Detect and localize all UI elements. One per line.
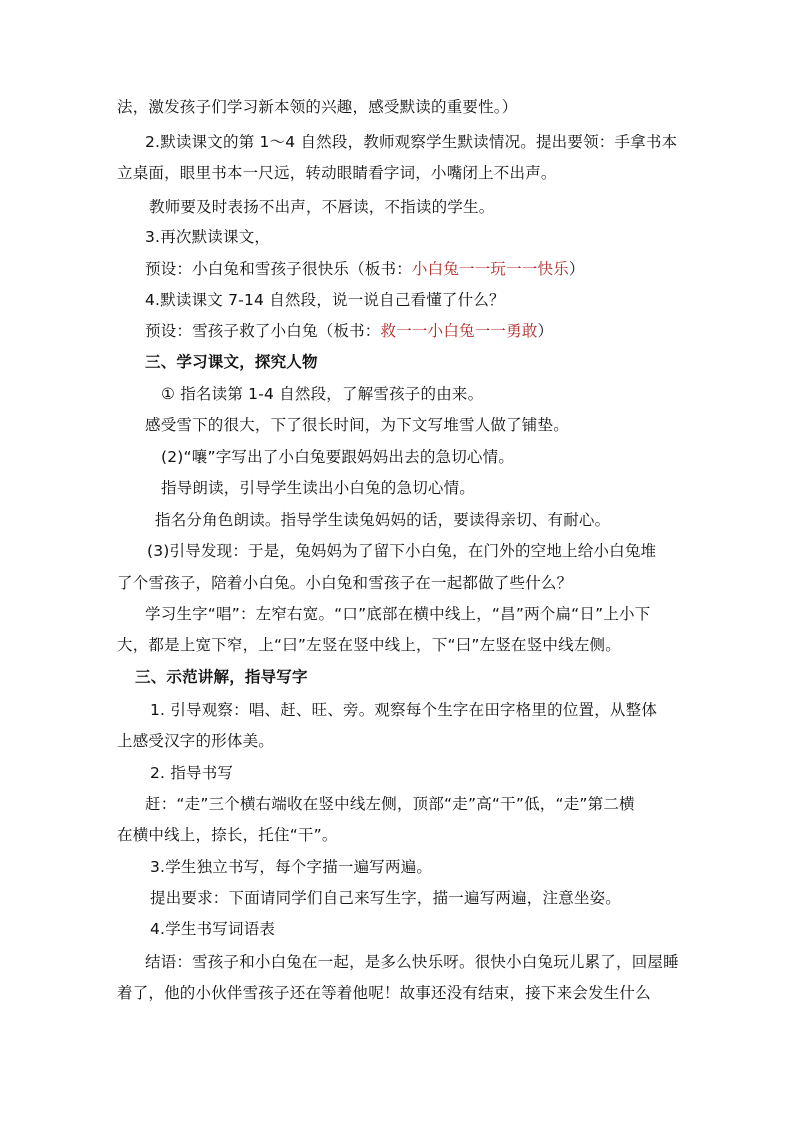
paragraph-line: 3.再次默读课文， — [145, 228, 271, 246]
line-text: ） — [537, 322, 554, 340]
section-heading: 三、学习课文，探究人物 — [145, 353, 318, 371]
paragraph-line: 大，都是上宽下窄，上“曰”左竖在竖中线上，下“曰”左竖在竖中线左侧。 — [117, 636, 621, 654]
paragraph-line: 立桌面，眼里书本一尺远，转动眼睛看字词，小嘴闭上不出声。 — [117, 164, 557, 182]
paragraph-line: (2)“嚷”字写出了小白兔要跟妈妈出去的急切心情。 — [161, 448, 515, 466]
paragraph-line: 在横中线上，捺长，托住“干”。 — [117, 826, 338, 844]
paragraph-line: 提出要求：下面请同学们自己来写生字，描一遍写两遍，注意坐姿。 — [150, 889, 622, 907]
paragraph-line: 2. 指导书写 — [150, 764, 234, 782]
paragraph-line: 着了，他的小伙伴雪孩子还在等着他呢！故事还没有结束，接下来会发生什么 — [117, 984, 651, 1002]
board-writing-highlight: 救一一小白兔一一勇敢 — [380, 322, 538, 340]
paragraph-line: 学习生字“唱”：左窄右宽。“口”底部在横中线上，“昌”两个扁“日”上小下 — [145, 605, 651, 623]
paragraph-line — [145, 258, 585, 280]
paragraph-line: 了个雪孩子，陪着小白兔。小白兔和雪孩子在一起都做了些什么？ — [117, 574, 573, 592]
paragraph-line: 法，激发孩子们学习新本领的兴趣，感受默读的重要性。） — [117, 98, 518, 116]
paragraph-line: 教师要及时表扬不出声，不唇读，不指读的学生。 — [149, 198, 495, 216]
paragraph-line: 上感受汉字的形体美。 — [117, 732, 275, 750]
paragraph-line: 指名分角色朗读。指导学生读兔妈妈的话，要读得亲切、有耐心。 — [155, 511, 611, 529]
line-text: ） — [568, 260, 585, 278]
paragraph-line: 1. 引导观察：唱、赶、旺、旁。观察每个生字在田字格里的位置，从整体 — [150, 701, 658, 719]
board-writing-highlight: 小白兔一一玩一一快乐 — [411, 260, 569, 278]
paragraph-line: 4.学生书写词语表 — [150, 920, 276, 938]
paragraph-line: 感受雪下的很大，下了很长时间，为下文写堆雪人做了铺垫。 — [145, 416, 569, 434]
paragraph-line — [145, 320, 553, 342]
paragraph-line: 结语：雪孩子和小白兔在一起，是多么快乐呀。很快小白兔玩儿累了，回屋睡 — [145, 953, 679, 971]
paragraph-line: 赶：“走”三个横右端收在竖中线左侧，顶部“走”高“干”低，“走”第二横 — [145, 795, 635, 813]
paragraph-line: 指导朗读，引导学生读出小白兔的急切心情。 — [161, 479, 476, 497]
paragraph-line: 4.默读课文 7-14 自然段，说一说自己看懂了什么？ — [145, 291, 505, 309]
line-text: 预设：雪孩子救了小白兔（板书： — [145, 322, 381, 340]
paragraph-line: (3)引导发现：于是，兔妈妈为了留下小白兔，在门外的空地上给小白兔堆 — [147, 542, 657, 560]
section-heading: 三、示范讲解，指导写字 — [135, 668, 308, 686]
paragraph-line: 3.学生独立书写，每个字描一遍写两遍。 — [150, 858, 433, 876]
paragraph-line: ① 指名读第 1-4 自然段，了解雪孩子的由来。 — [161, 385, 484, 403]
paragraph-line: 2.默读课文的第 1～4 自然段，教师观察学生默读情况。提出要领：手拿书本 — [145, 133, 678, 151]
line-text: 预设：小白兔和雪孩子很快乐（板书： — [145, 260, 412, 278]
